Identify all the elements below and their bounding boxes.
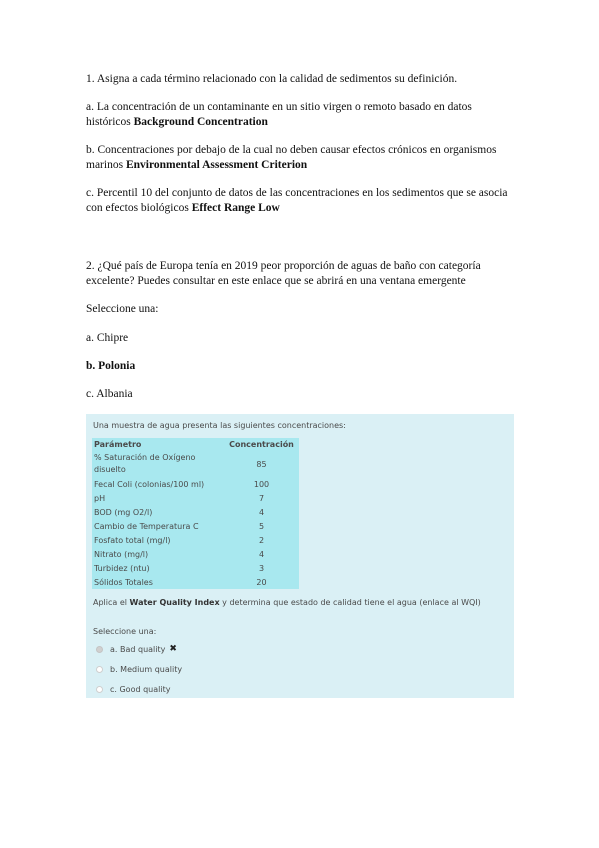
q1-item-c: [86, 186, 516, 216]
wqi-option-b-label: b. Medium quality: [110, 664, 183, 674]
wqi-instruction-post: y determina que estado de calidad tiene el agua (enlace al WQI): [219, 598, 481, 607]
param-cell: Turbidez (ntu): [94, 563, 150, 573]
q2-title: 2. ¿Qué país de Europa tenía en 2019 peor proporción de aguas de baño con categoría excelente? Puedes consultar en este enlace que se abrirá en una ventana emergente: [86, 260, 481, 287]
value-cell: 85: [256, 459, 267, 469]
incorrect-x-icon: ✖: [169, 644, 177, 654]
value-cell: 2: [258, 535, 265, 545]
q2-option-b[interactable]: [86, 359, 516, 374]
value-cell: 4: [258, 549, 265, 559]
q1-title: 1. Asigna a cada término relacionado con la calidad de sedimentos su definición.: [86, 73, 458, 85]
param-cell: BOD (mg O2/l): [94, 507, 153, 517]
value-cell: 20: [256, 577, 267, 587]
param-cell: Fosfato total (mg/l): [94, 535, 171, 545]
wqi-intro: Una muestra de agua presenta las siguientes concentraciones:: [93, 421, 346, 430]
q2-option-c[interactable]: c. Albania: [86, 388, 133, 400]
q1-item-b-text: b. Concentraciones por debajo de la cual no deben causar efectos crónicos en organismos marinos: [86, 144, 497, 171]
table-row: [92, 547, 299, 561]
wqi-option-c[interactable]: [96, 683, 170, 695]
value-cell: 4: [258, 507, 265, 517]
q2-prompt: Seleccione una:: [86, 303, 159, 315]
table-header-row: [92, 438, 299, 451]
table-row: [92, 533, 299, 547]
radio-a[interactable]: [96, 646, 103, 653]
param-cell: Nitrato (mg/l): [94, 549, 149, 559]
value-cell: 5: [258, 521, 265, 531]
q1-item-a-text: a. La concentración de un contaminante en un sitio virgen o remoto basado en datos históricos: [86, 101, 472, 128]
table-row: [92, 491, 299, 505]
table-row: [92, 561, 299, 575]
q1-item-b: [86, 143, 516, 173]
table-row: [92, 477, 299, 491]
q1-item-c-text: c. Percentil 10 del conjunto de datos de las concentraciones en los sedimentos que se asocia con efectos biológicos: [86, 187, 508, 214]
value-cell: 3: [258, 563, 265, 573]
table-row: [92, 519, 299, 533]
table-row: [92, 575, 299, 589]
q1-item-a-answer: Background Concentration: [133, 116, 268, 128]
wqi-option-a[interactable]: [96, 643, 177, 655]
param-cell: Fecal Coli (colonias/100 ml): [94, 479, 205, 489]
value-cell: 7: [258, 493, 265, 503]
header-concentracion: Concentración: [229, 440, 294, 449]
wqi-option-c-label: c. Good quality: [110, 684, 171, 694]
q1-item-a: [86, 100, 516, 130]
radio-b[interactable]: [96, 666, 103, 673]
wqi-instruction: [93, 598, 481, 607]
q1-item-b-answer: Environmental Assessment Criterion: [125, 159, 308, 171]
param-cell: Sólidos Totales: [94, 577, 153, 587]
wqi-option-a-label: a. Bad quality: [110, 644, 166, 654]
param-cell: Cambio de Temperatura C: [94, 521, 199, 531]
concentration-table: [92, 438, 299, 589]
wqi-option-b[interactable]: [96, 663, 182, 675]
header-parametro: Parámetro: [94, 440, 142, 449]
param-cell: pH: [94, 493, 106, 503]
q1-item-c-answer: Effect Range Low: [191, 202, 280, 214]
table-row: [92, 451, 299, 477]
q2-option-a[interactable]: a. Chipre: [86, 332, 129, 344]
radio-c[interactable]: [96, 686, 103, 693]
wqi-prompt: Seleccione una:: [93, 627, 157, 636]
param-cell: % Saturación de Oxígeno disuelto: [94, 453, 196, 474]
q2-option-b-label: b. Polonia: [86, 360, 136, 372]
table-row: [92, 505, 299, 519]
value-cell: 100: [253, 479, 270, 489]
wqi-link[interactable]: Water Quality Index: [129, 598, 220, 607]
wqi-question-panel: [86, 414, 514, 698]
wqi-instruction-pre: Aplica el: [93, 598, 130, 607]
